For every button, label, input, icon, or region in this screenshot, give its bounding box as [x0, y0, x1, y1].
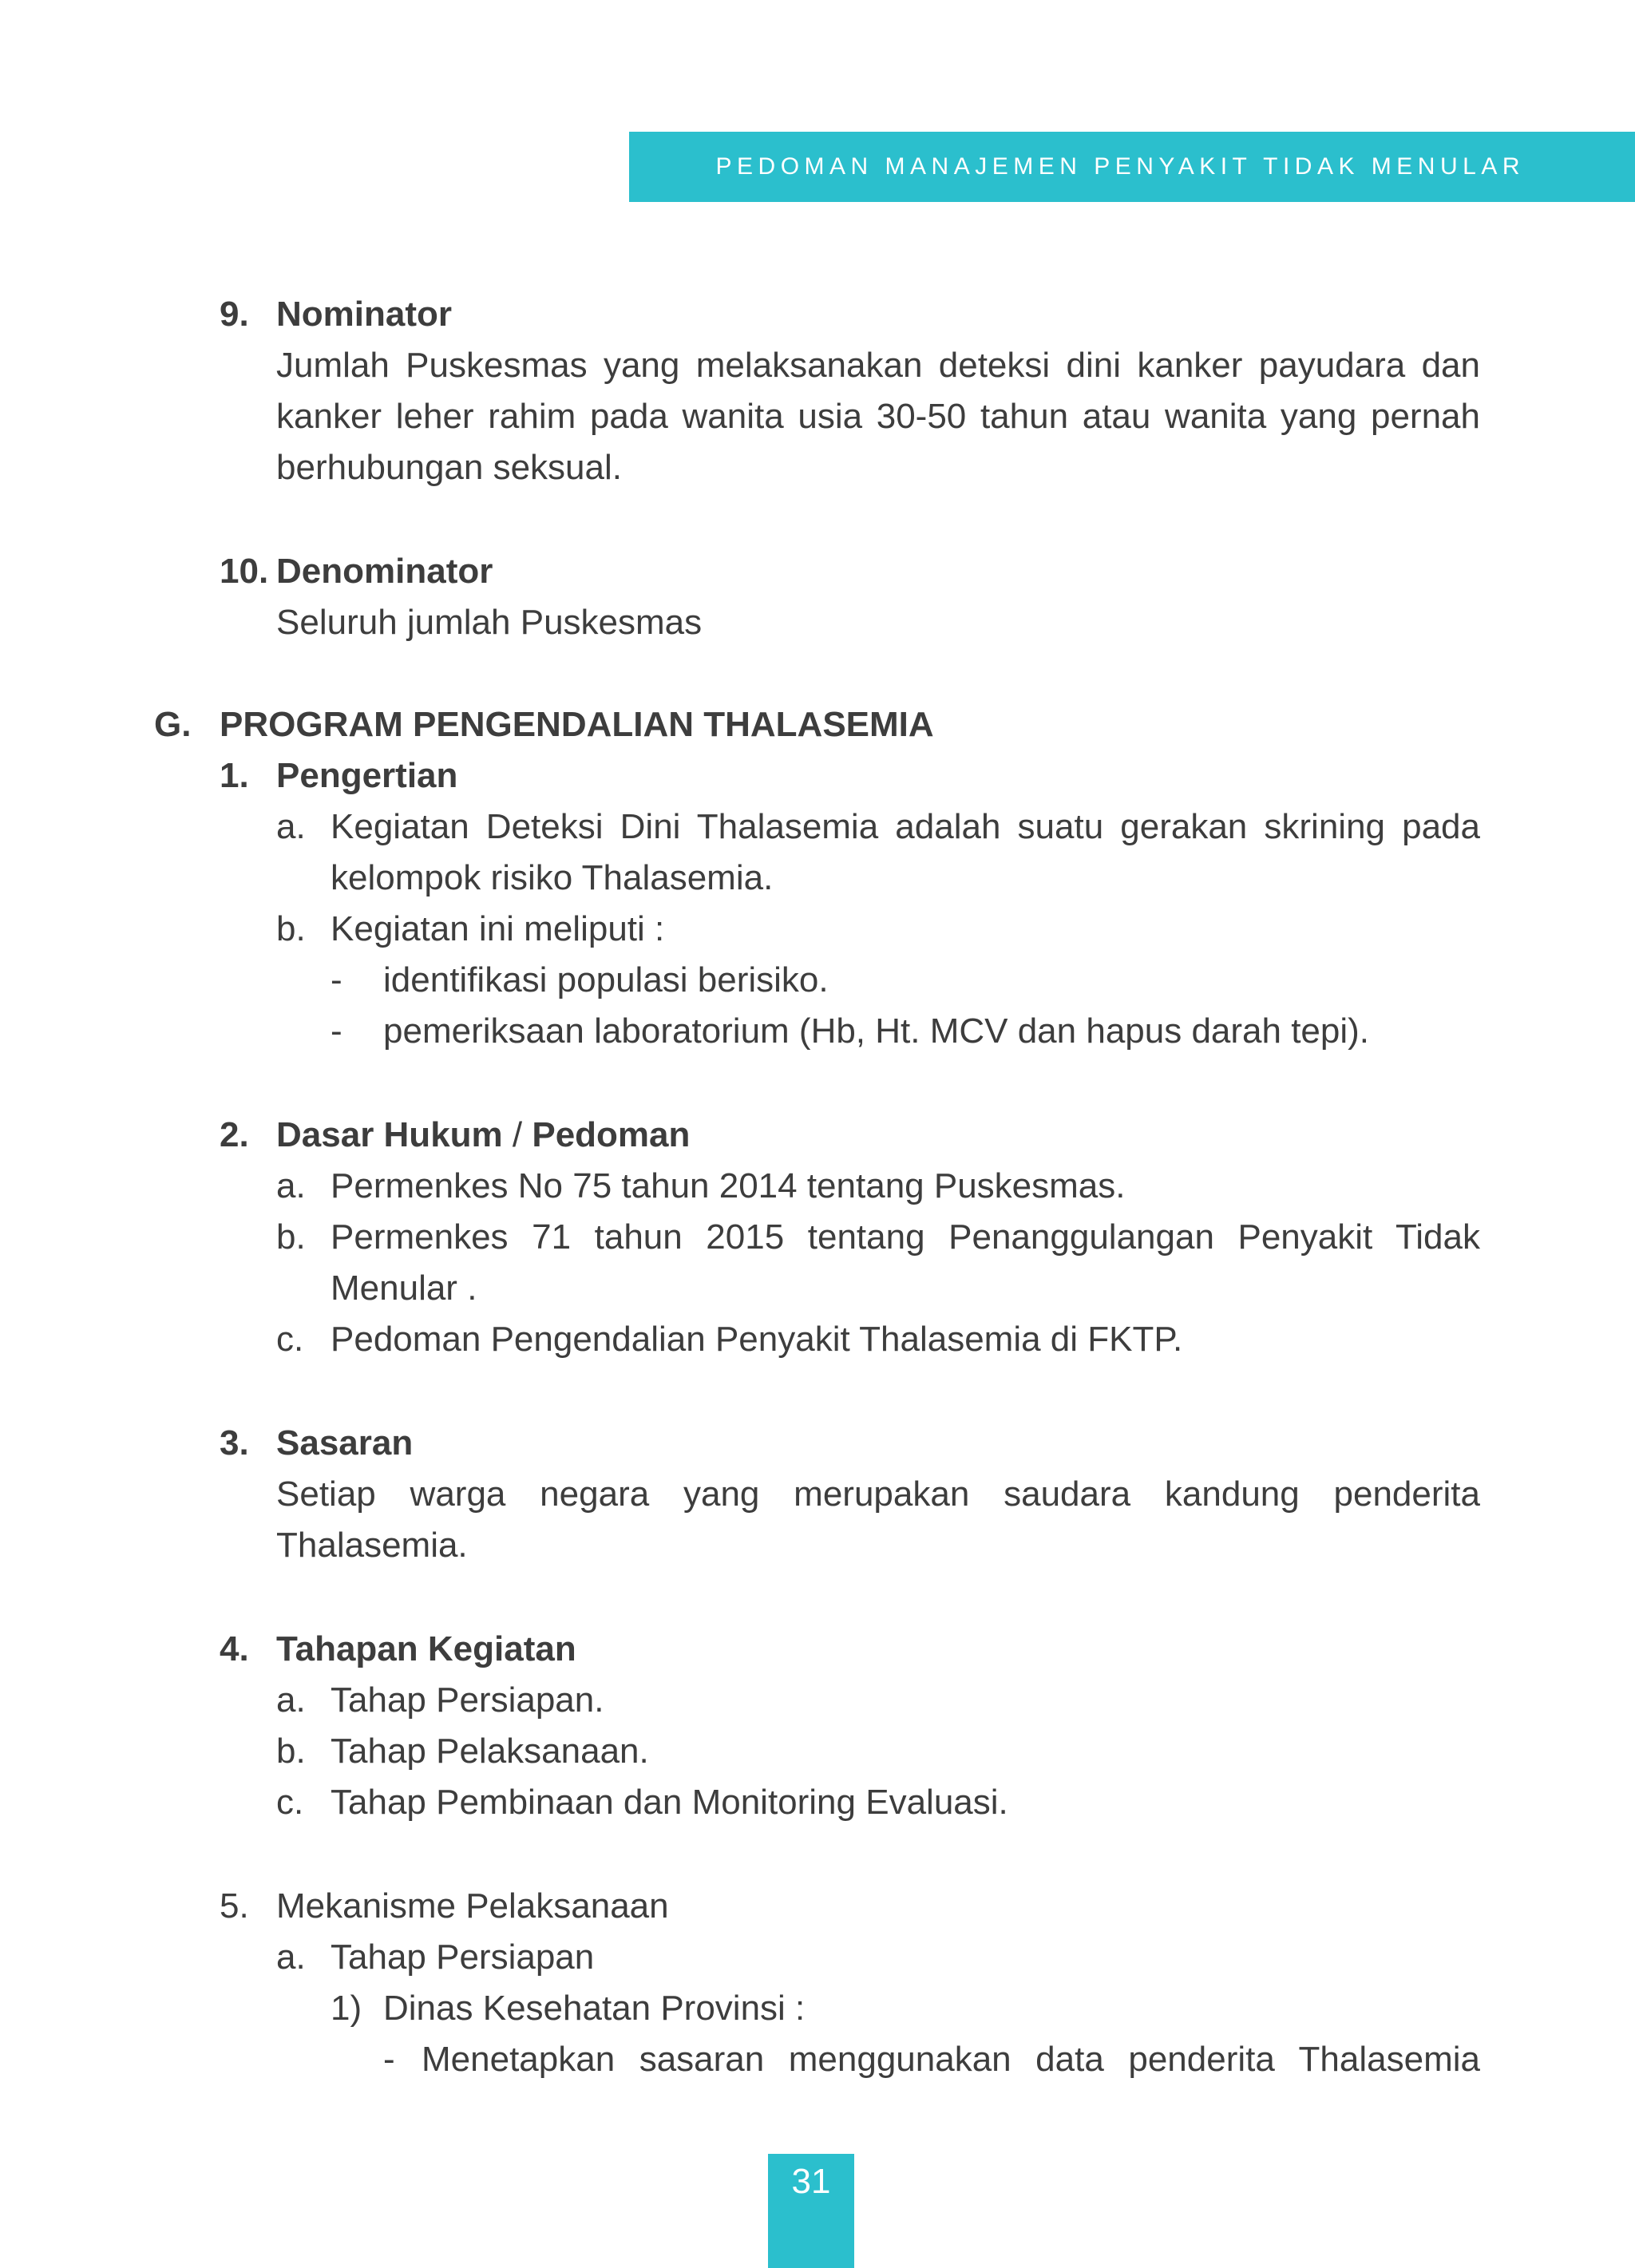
body-line: Setiap warga negara yang merupakan saudara kandung penderita — [276, 1474, 1480, 1514]
sub-letter: c. — [276, 1320, 304, 1359]
item-number: 2. — [220, 1115, 249, 1154]
page-number-box — [768, 2154, 854, 2268]
bullet-dash: - — [383, 2040, 395, 2079]
body-line: Permenkes No 75 tahun 2014 tentang Puskesmas. — [331, 1166, 1126, 1205]
bullet-text: Menetapkan sasaran menggunakan data penderita Thalasemia — [422, 2040, 1480, 2079]
page-number: 31 — [791, 2162, 831, 2201]
body-line: Thalasemia. — [276, 1526, 468, 1565]
item-heading: Sasaran — [276, 1423, 414, 1463]
body-line: kanker leher rahim pada wanita usia 30-50 tahun atau wanita yang pernah — [276, 397, 1480, 436]
body-line: Tahap Persiapan. — [331, 1680, 604, 1720]
item-heading: Pengertian — [276, 756, 458, 795]
body-line: Dinas Kesehatan Provinsi : — [383, 1989, 806, 2028]
item-heading: Mekanisme Pelaksanaan — [276, 1886, 669, 1926]
item-heading — [276, 1110, 690, 1161]
item-number: 1. — [220, 756, 249, 795]
bullet-text: pemeriksaan laboratorium (Hb, Ht. MCV dan hapus darah tepi). — [383, 1011, 1370, 1051]
body-line: Jumlah Puskesmas yang melaksanakan deteksi dini kanker payudara dan — [276, 346, 1480, 385]
body-line: Menular . — [331, 1269, 477, 1308]
section-letter: G. — [154, 705, 192, 744]
body-line: Tahap Pelaksanaan. — [331, 1732, 649, 1771]
running-header-title: PEDOMAN MANAJEMEN PENYAKIT TIDAK MENULAR — [715, 153, 1525, 180]
body-line: Kegiatan Deteksi Dini Thalasemia adalah suatu gerakan skrining pada — [331, 807, 1480, 846]
sub-number: 1) — [331, 1989, 362, 2028]
item-number: 9. — [220, 295, 249, 334]
body-line: kelompok risiko Thalasemia. — [331, 858, 774, 897]
body-line: Kegiatan ini meliputi : — [331, 909, 665, 948]
sub-letter: a. — [276, 1680, 306, 1720]
item-number: 4. — [220, 1629, 249, 1668]
body-line: berhubungan seksual. — [276, 448, 622, 487]
body-line: Pedoman Pengendalian Penyakit Thalasemia di FKTP. — [331, 1320, 1183, 1359]
item-heading-part: Dasar Hukum — [276, 1115, 503, 1154]
item-heading: Tahapan Kegiatan — [276, 1629, 576, 1668]
body-line: Tahap Persiapan — [331, 1937, 595, 1977]
sub-letter: b. — [276, 1217, 306, 1257]
item-heading-separator: / — [502, 1115, 532, 1154]
item-heading: Denominator — [276, 552, 493, 591]
bullet-dash: - — [331, 960, 342, 999]
item-heading: Nominator — [276, 295, 452, 334]
bullet-text: identifikasi populasi berisiko. — [383, 960, 829, 999]
section-heading: PROGRAM PENGENDALIAN THALASEMIA — [220, 705, 934, 744]
item-number: 10. — [220, 552, 269, 591]
body-line: Permenkes 71 tahun 2015 tentang Penanggulangan Penyakit Tidak — [331, 1217, 1480, 1257]
sub-letter: b. — [276, 1732, 306, 1771]
item-heading-part: Pedoman — [532, 1115, 691, 1154]
sub-letter: c. — [276, 1783, 304, 1822]
body-line: Tahap Pembinaan dan Monitoring Evaluasi. — [331, 1783, 1008, 1822]
sub-letter: b. — [276, 909, 306, 948]
bullet-dash: - — [331, 1011, 342, 1051]
item-number: 3. — [220, 1423, 249, 1463]
sub-letter: a. — [276, 1937, 306, 1977]
item-number: 5. — [220, 1886, 249, 1926]
sub-letter: a. — [276, 807, 306, 846]
sub-letter: a. — [276, 1166, 306, 1205]
body-line: Seluruh jumlah Puskesmas — [276, 603, 703, 642]
